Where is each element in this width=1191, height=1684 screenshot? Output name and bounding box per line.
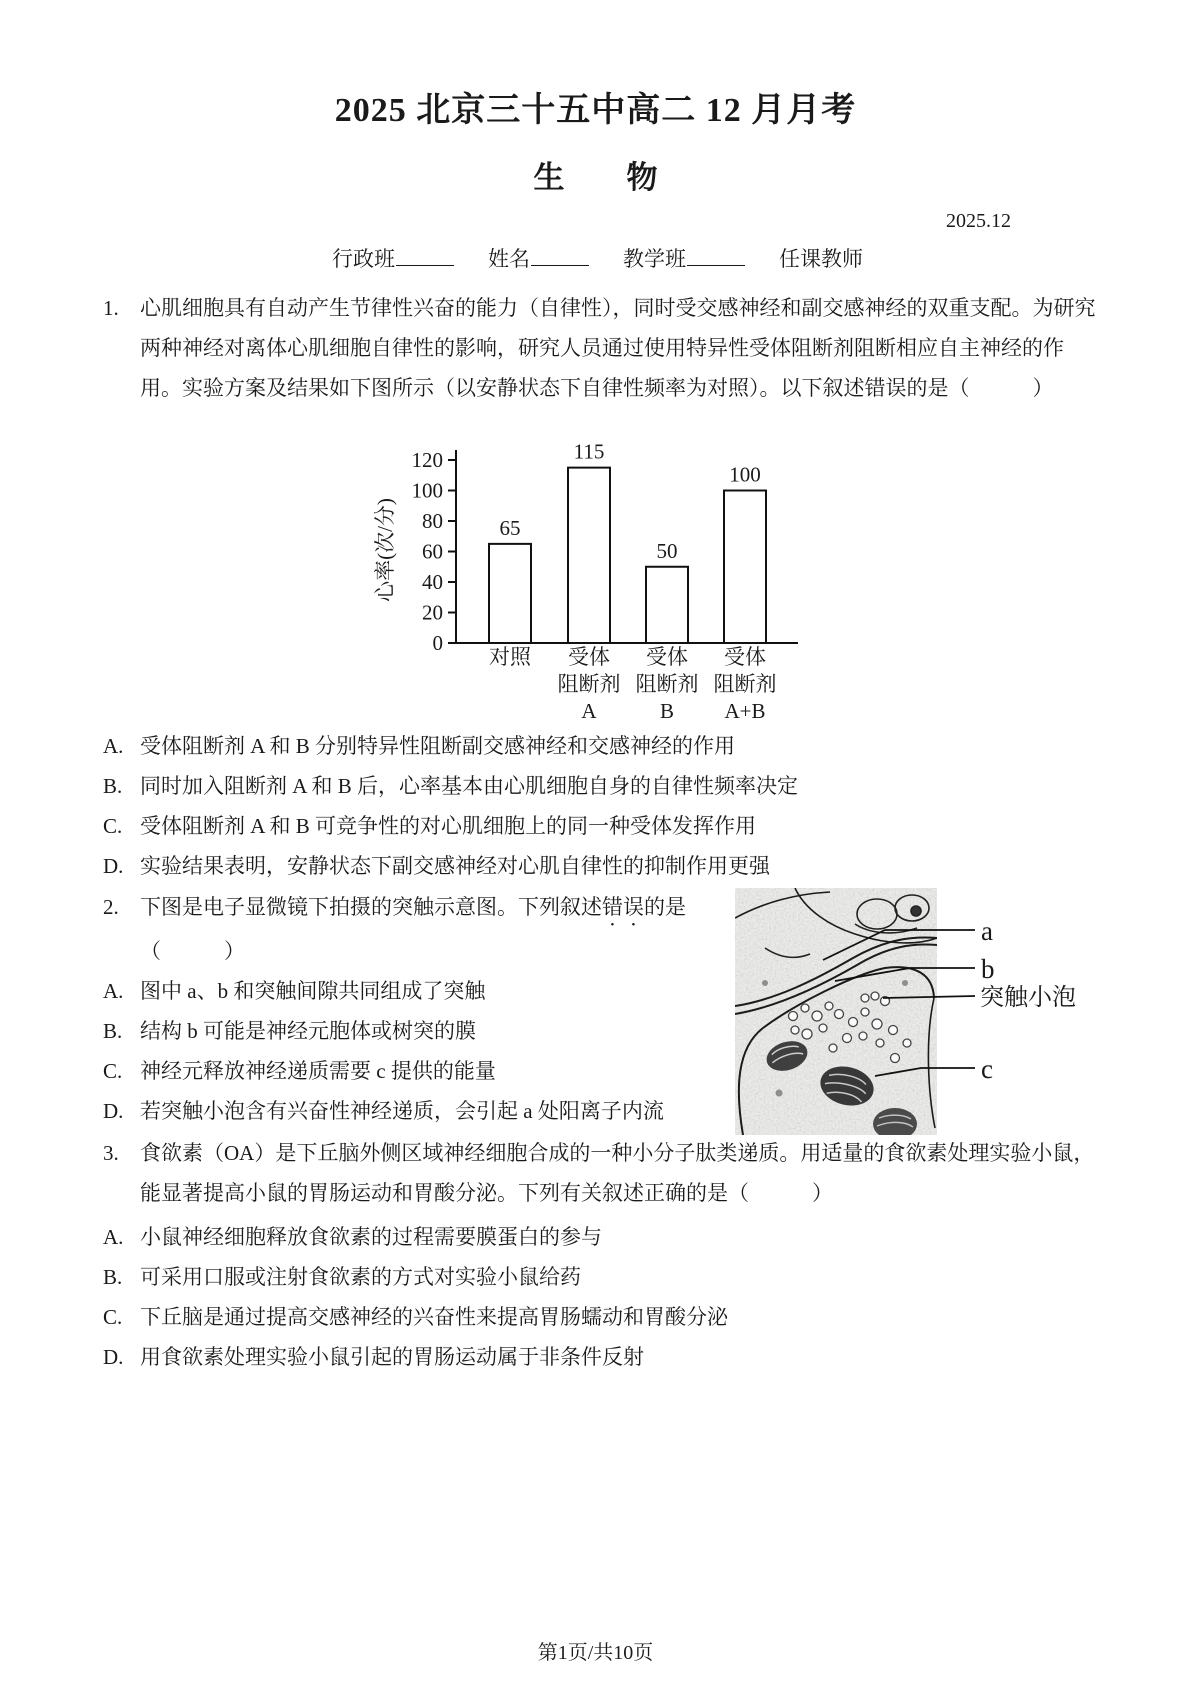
question-1-options — [103, 726, 1103, 886]
field-label-name: 姓名 — [488, 247, 530, 271]
figure-label-a: a — [981, 916, 993, 946]
option-text: 同时加入阻断剂 A 和 B 后，心率基本由心肌细胞自身的自律性频率决定 — [140, 774, 799, 798]
question-2-number: 2. — [103, 895, 119, 919]
page-footer: 第1页/共10页 — [537, 1642, 654, 1664]
option-row — [103, 1217, 1103, 1257]
field-label-teacher: 任课教师 — [779, 247, 863, 271]
em-photo — [735, 888, 937, 1140]
option-row — [103, 766, 1103, 806]
option-label: D. — [103, 1345, 124, 1369]
option-label: D. — [103, 1099, 124, 1123]
field-label-admin-class: 行政班 — [332, 247, 395, 271]
option-row — [103, 971, 728, 1011]
option-row — [103, 1337, 1103, 1377]
blank-name — [531, 244, 589, 266]
synapse-em-image — [735, 888, 1095, 1140]
question-3-number: 3. — [103, 1141, 119, 1165]
svg-text:100: 100 — [729, 462, 761, 487]
svg-text:B: B — [659, 699, 675, 723]
question-1-number: 1. — [103, 296, 119, 320]
option-text: 受体阻断剂 A 和 B 分别特异性阻断副交感神经和交感神经的作用 — [140, 734, 736, 758]
question-3-options — [103, 1217, 1103, 1377]
field-label-teaching-class: 教学班 — [623, 247, 686, 271]
option-row — [103, 726, 1103, 766]
question-2 — [103, 887, 728, 1131]
option-text: 受体阻断剂 A 和 B 可竞争性的对心肌细胞上的同一种受体发挥作用 — [140, 814, 757, 838]
option-label: C. — [103, 1059, 123, 1083]
question-1-stem — [103, 288, 1103, 408]
question-3 — [103, 1133, 1103, 1377]
svg-text:20: 20 — [422, 600, 443, 625]
option-text: 可采用口服或注射食欲素的方式对实验小鼠给药 — [140, 1265, 581, 1289]
question-3-stem — [103, 1133, 1103, 1213]
option-label: D. — [103, 854, 124, 878]
svg-text:60: 60 — [422, 539, 443, 564]
question-2-answer-paren: （ ） — [140, 939, 245, 963]
option-text: 实验结果表明，安静状态下副交感神经对心肌自律性的抑制作用更强 — [140, 854, 770, 878]
figure-label-synaptic-vesicle: 突触小泡 — [980, 985, 1076, 1011]
option-text: 图中 a、b 和突触间隙共同组成了突触 — [140, 979, 486, 1003]
question-1-stem-text: 心肌细胞具有自动产生节律性兴奋的能力（自律性），同时受交感神经和副交感神经的双重支配。为研究两种神经对离体心肌细胞自律性的影响，研究人员通过使用特异性受体阻断剂阻断相应自主神经的作用。实验方案及结果如下图所示（以安静状态下自律性频率为对照）。以下叙述错误的是（ ） — [140, 296, 1096, 400]
option-text: 小鼠神经细胞释放食欲素的过程需要膜蛋白的参与 — [140, 1225, 602, 1249]
svg-text:65: 65 — [499, 515, 521, 540]
option-label: C. — [103, 814, 123, 838]
blank-admin-class — [396, 244, 454, 266]
figure-label-b: b — [981, 954, 995, 984]
figure-label-c: c — [981, 1054, 993, 1084]
option-label: B. — [103, 1019, 123, 1043]
svg-text:50: 50 — [656, 538, 678, 563]
svg-text:受体: 受体 — [724, 645, 766, 669]
option-row — [103, 846, 1103, 886]
question-2-stem-emphasis: 错误 — [602, 895, 644, 919]
svg-text:80: 80 — [422, 509, 443, 533]
svg-text:40: 40 — [422, 570, 443, 594]
svg-text:对照: 对照 — [489, 645, 531, 669]
option-row — [103, 1297, 1103, 1337]
svg-text:120: 120 — [411, 448, 443, 472]
option-label: A. — [103, 734, 124, 758]
question-2-stem-text: 下图是电子显微镜下拍摄的突触示意图。下列叙述 — [140, 895, 602, 919]
subject-title: 生 物 — [533, 160, 658, 195]
svg-text:A+B: A+B — [724, 699, 766, 723]
option-text: 结构 b 可能是神经元胞体或树突的膜 — [140, 1019, 476, 1043]
question-2-stem — [103, 887, 728, 931]
svg-text:0: 0 — [432, 631, 443, 655]
student-info-line — [0, 243, 1191, 273]
svg-text:阻断剂: 阻断剂 — [713, 672, 777, 696]
question-1 — [103, 288, 1103, 408]
exam-date: 2025.12 — [946, 210, 1011, 232]
svg-text:115: 115 — [573, 439, 605, 464]
option-text: 若突触小泡含有兴奋性神经递质，会引起 a 处阳离子内流 — [140, 1099, 664, 1123]
svg-text:A: A — [581, 699, 597, 723]
option-label: A. — [103, 1225, 124, 1249]
svg-text:阻断剂: 阻断剂 — [557, 672, 621, 696]
svg-text:100: 100 — [411, 478, 443, 503]
option-label: C. — [103, 1305, 123, 1329]
question-3-stem-text: 食欲素（OA）是下丘脑外侧区域神经细胞合成的一种小分子肽类递质。用适量的食欲素处理实验小鼠，能显著提高小鼠的胃肠运动和胃酸分泌。下列有关叙述正确的是（ ） — [140, 1141, 1095, 1205]
page-title: 2025 北京三十五中高二 12 月月考 — [334, 92, 857, 129]
svg-text:受体: 受体 — [568, 645, 610, 669]
question-2-stem-tail: 的是 — [644, 895, 686, 919]
option-text: 下丘脑是通过提高交感神经的兴奋性来提高胃肠蠕动和胃酸分泌 — [140, 1305, 728, 1329]
option-label: A. — [103, 979, 124, 1003]
option-label: B. — [103, 774, 123, 798]
svg-text:阻断剂: 阻断剂 — [635, 672, 699, 696]
option-row — [103, 806, 1103, 846]
option-row — [103, 1257, 1103, 1297]
option-text: 神经元释放神经递质需要 c 提供的能量 — [140, 1059, 496, 1083]
option-label: B. — [103, 1265, 123, 1289]
svg-text:心率(次/分): 心率(次/分) — [373, 498, 397, 602]
option-row — [103, 1051, 728, 1091]
svg-text:受体: 受体 — [646, 645, 688, 669]
synapse-figure — [735, 888, 1095, 1140]
option-row — [103, 1011, 728, 1051]
heart-rate-chart — [350, 416, 805, 728]
option-text: 用食欲素处理实验小鼠引起的胃肠运动属于非条件反射 — [140, 1345, 644, 1369]
blank-teaching-class — [687, 244, 745, 266]
option-row — [103, 1091, 728, 1131]
